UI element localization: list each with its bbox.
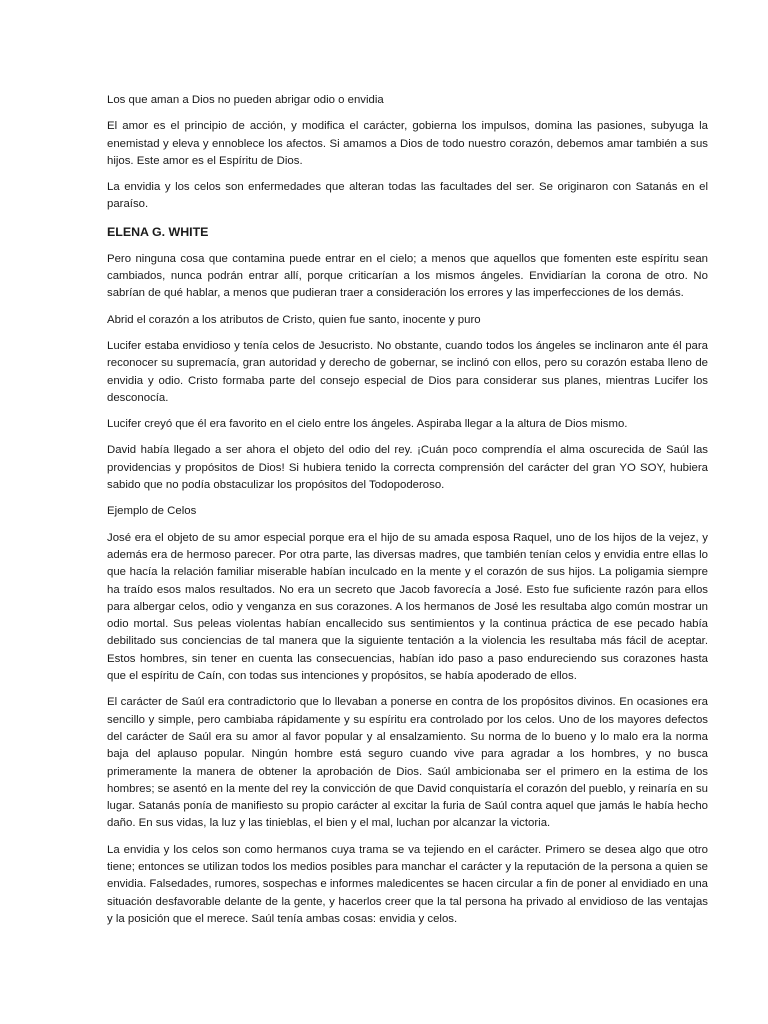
paragraph-envy-diseases: La envidia y los celos son enfermedades que alteran todas las facultades del ser. Se originaron con Satanás en el paraíso. — [107, 181, 708, 211]
paragraph-heaven: Pero ninguna cosa que contamina puede entrar en el cielo; a menos que aquellos que fomenten este espíritu sean cambiados, nunca podrán entrar allí, porque criticarían a los mismos ángeles. Envidiarían la corona de otro. No sabrían de qué hablar, a menos que pudieran traer a consideración los errores y las imperfecciones de los demás. — [107, 252, 708, 300]
paragraph-intro-title: Los que aman a Dios no pueden abrigar odio o envidia — [107, 94, 384, 106]
paragraph-envy-brothers: La envidia y los celos son como hermanos cuya trama se va tejiendo en el carácter. Primero se desea algo que otro tiene; entonces se utilizan todos los medios posibles para manchar el carácter y la reputación de la persona a quien se envidia. Falsedades, rumores, sospechas e informes maledicentes se hacen circular a fin de poner al envidiado en una situación desfavorable delante de la gente, y hacerlos creer que la tal persona ha privado al envidioso de las ventajas y la posición que el merece. Saúl tenía ambas cosas: envidia y celos. — [107, 843, 708, 925]
paragraph-christ-attributes: Abrid el corazón a los atributos de Cristo, quien fue santo, inocente y puro — [107, 313, 481, 326]
paragraph-jose: José era el objeto de su amor especial porque era el hijo de su amada esposa Raquel, uno de los hijos de la vejez, y además era de hermoso parecer. Por otra parte, las diversas madres, que también tenían celos y envidia entre ellas lo que hacía la relación familiar miserable habían inculcado en la mente y el corazón de sus hijos. La poligamia siempre ha traído esos malos resultados. No era un secreto que Jacob favorecía a José. Esto fue suficiente razón para ellos para albergar celos, odio y venganza en sus corazones. A los hermanos de José les resultaba algo común mostrar un odio mortal. Sus peleas violentas habían encallecido sus sentimientos y la continua práctica de ese pecado había debilitado sus conciencias de tal manera que la siguiente tentación a la violencia les resultaba más fácil de aceptar. Estos hombres, sin tener en cuenta las consecuencias, habían ido paso a paso endureciendo sus corazones hasta que el espíritu de Caín, con todas sus intenciones y propósitos, se había apoderado de ellos. — [107, 531, 708, 683]
paragraph-lucifer-envy: Lucifer estaba envidioso y tenía celos de Jesucristo. No obstante, cuando todos los ángeles se inclinaron ante él para reconocer su supremacía, gran autoridad y derecho de gobernar, se inclinó con ellos, pero su corazón estaba lleno de envidia y odio. Cristo formaba parte del consejo especial de Dios para considerar sus planes, mientras Lucifer los desconocía. — [107, 339, 708, 404]
paragraph-saul-character: El carácter de Saúl era contradictorio que lo llevaban a ponerse en contra de los propósitos divinos. En ocasiones era sencillo y simple, pero cambiaba rápidamente y su espíritu era controlado por los celos. Uno de los mayores defectos del carácter de Saúl era su amor al favor popular y al ensalzamiento. Su norma de lo bueno y lo malo era la norma baja del aplauso popular. Ningún hombre está seguro cuando vive para agradar a los hombres, y no busca primeramente la manera de obtener la aprobación de Dios. Saúl ambicionaba ser el primero en la estima de los hombres; se asentó en la mente del rey la convicción de que David conquistaría el corazón del pueblo, y reinaría en su lugar. Satanás ponía de manifiesto su propio carácter al excitar la furia de Saúl contra aquel que jamás le había hecho daño. En sus vidas, la luz y las tinieblas, el bien y el mal, luchan por alcanzar la victoria. — [107, 696, 708, 830]
paragraph-david-saul: David había llegado a ser ahora el objeto del odio del rey. ¡Cuán poco comprendía el alma oscurecida de Saúl las providencias y propósitos de Dios! Si hubiera tenido la correcta comprensión del carácter del gran YO SOY, hubiera sabido que no podía obstaculizar los propósitos del Todopoderoso. — [107, 444, 708, 492]
paragraph-lucifer-favorite: Lucifer creyó que él era favorito en el cielo entre los ángeles. Aspiraba llegar a la altura de Dios mismo. — [107, 418, 628, 431]
paragraph-love-principle: El amor es el principio de acción, y modifica el carácter, gobierna los impulsos, domina las pasiones, subyuga la enemistad y eleva y ennoblece los afectos. Si amamos a Dios de todo nuestro corazón, debemos amar también a sus hijos. Este amor es el Espíritu de Dios. — [107, 120, 708, 167]
paragraph-example-title: Ejemplo de Celos — [107, 505, 197, 518]
author-heading: ELENA G. WHITE — [107, 224, 209, 239]
